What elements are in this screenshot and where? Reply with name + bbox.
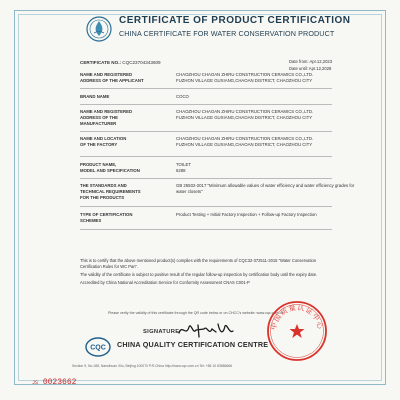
- certification-statement: [80, 258, 332, 287]
- valid-until: Date until: Apr.12,2028: [289, 65, 332, 71]
- certificate-page: CERTIFICATE OF PRODUCT CERTIFICATION CHINA CERTIFICATE FOR WATER CONSERVATION PRODUCT CERTIFICATE NO.: CQC23704343609 Date from: Apr.12,2023 Date until: Apr.12,2028 NAME AND REGISTERED ADDRESS OF THE APPLICANT CHAOZHOU CHAOAN ZHIRU CONSTRUCTION CERAMICS CO.,LTD. FUZHON VILLAGE GUXIANG,CHAOAN DISTRICT, CHAOZHOU CITY BRAND NAME COCO NAME AND REGISTERED ADDRESS OF THE MANUFACTURER CHAOZHOU CHAOAN ZHIRU CONSTRUCTION CERAMICS CO.,LTD. FUZHON VILLAGE GUXIANG,CHAOAN DISTRICT, CHAOZHOU CITY NAME AND LOCATION OF THE FACTORY CHAOZHOU CHAOAN ZHIRU CONSTRUCTION CERAMICS CO.,LTD. FUZHON VILLAGE GUXIANG,CHAOAN DISTRICT, CHAOZHOU CITY PRODUCT NAME, MODEL AND SPECIFICATION TOILET 6288 THE STANDARDS AND TECHNICAL REQUIREMENTS FOR THE PRODUCTS GB 25502-2017 "Minimum allowable values of water efficiency and water efficiency grades for water closets" TYPE OF CERTIFICATION SCHEMES Product Testing + Initial Factory Inspection + Follow-up Factory Inspection This is to certify that the above mentioned product(s) complies with the requirements of CQC32-372511-2015 "Water Conservation Certification Rules for WC Pan". The validity of the certificate is subject to positive result of the regular follow-up inspection by certification body until the expiry date. Accredited by China National Accreditation Service for Conformity Assessment CNAS C001-P Please verify the validity of this certificate through the QR code below or on CHCC's website: www.cqc.com.cn SIGNATURE CQC CHINA QUALITY CERTIFICATION CENTRE 中国质量认证中心 Section 9, No.188, Nansihuan Xilu, Beijing 100070 P.R.China http://www.cqc.com.cn Tel: +86 10 83886666 JS 0023662: [0, 0, 400, 400]
- statement-paragraph: Accredited by China National Accreditation Service for Conformity Assessment CNAS C001-P: [80, 279, 250, 285]
- official-round-seal: [266, 300, 328, 362]
- validity-dates: [289, 59, 332, 72]
- certificate-subtitle: CHINA CERTIFICATE FOR WATER CONSERVATION PRODUCT: [119, 29, 335, 38]
- authority-name: CHINA QUALITY CERTIFICATION CENTRE: [117, 340, 269, 349]
- serial-number: JS 0023662: [32, 378, 77, 387]
- statement-paragraph: The validity of the certificate is subject to positive result of the regular follow-up inspection by certification body until the expiry date.: [80, 271, 318, 277]
- handwritten-signature: [176, 319, 236, 341]
- certificate-number: CERTIFICATE NO.: CQC23704343609: [80, 60, 161, 65]
- date-from: Date from: Apr.12,2023: [289, 59, 333, 64]
- authority-address: Section 9, No.188, Nansihuan Xilu, Beijing 100070 P.R.China http://www.cqc.com.cn Tel: +86 10 83886666: [72, 364, 233, 368]
- qr-verification-note: Please verify the validity of this certificate through the QR code below or on CHCC's website: www.cqc.com.cn: [108, 311, 284, 315]
- certification-emblem-icon: [86, 16, 112, 42]
- svg-text:中国质量认证中心: 中国质量认证中心: [269, 303, 325, 331]
- statement-paragraph: This is to certify that the above mentioned product(s) complies with the requirements of CQC32-372511-2015 "Water Conservation Certification Rules for WC Pan".: [80, 258, 317, 270]
- cqc-logo-icon: [85, 337, 111, 357]
- certificate-title: CERTIFICATE OF PRODUCT CERTIFICATION: [119, 15, 351, 26]
- signature-label: SIGNATURE: [143, 329, 180, 335]
- svg-text:CQC: CQC: [90, 344, 106, 352]
